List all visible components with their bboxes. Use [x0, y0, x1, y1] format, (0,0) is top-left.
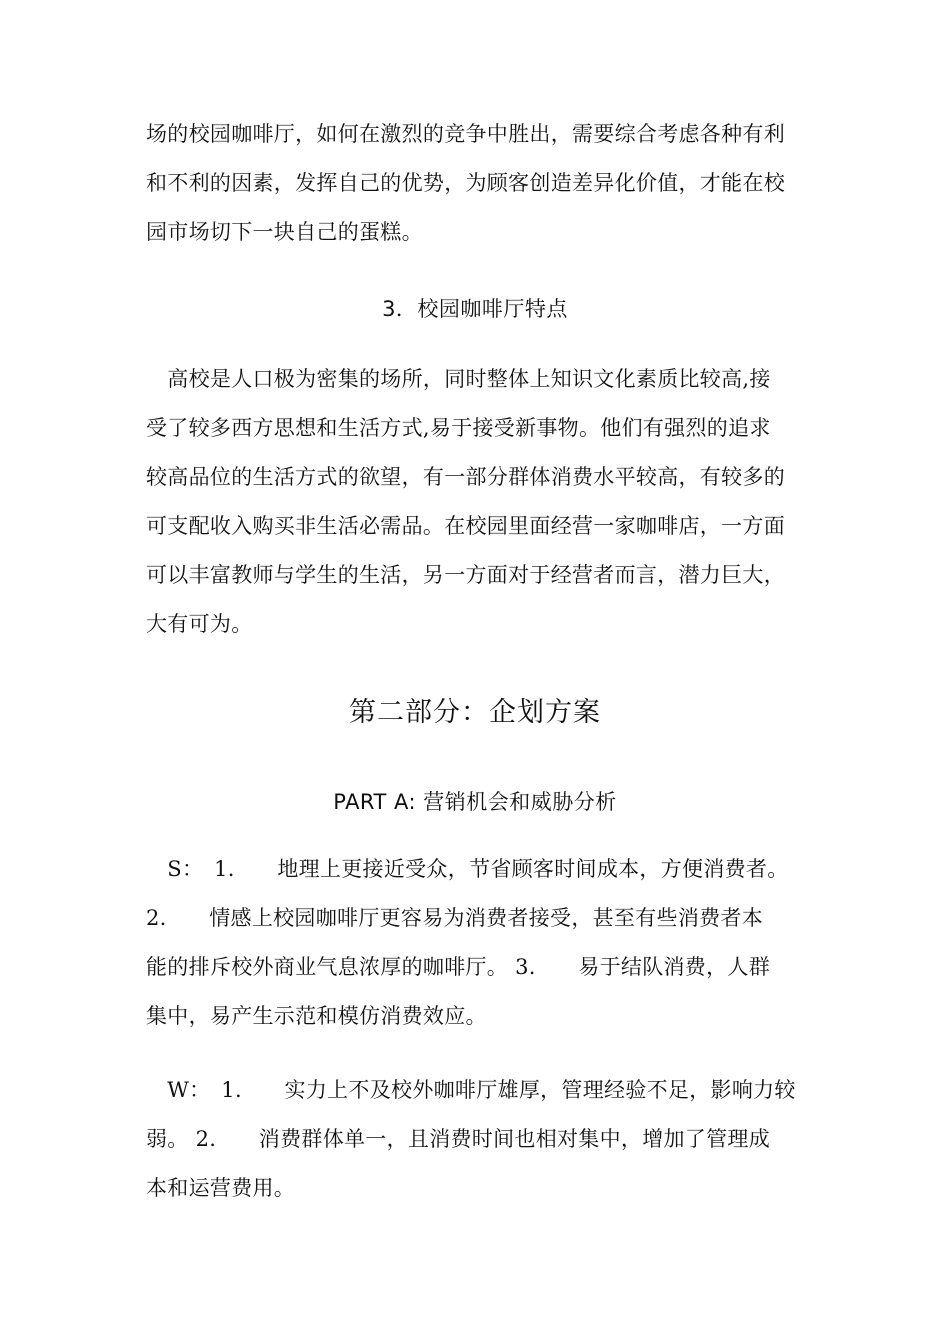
text-line: 场的校园咖啡厅，如何在激烈的竞争中胜出，需要综合考虑各种有利 — [146, 122, 785, 146]
strengths-paragraph — [146, 845, 811, 1041]
text-line: 能的排斥校外商业气息浓厚的咖啡厅。 3. 易于结队消费，人群 — [146, 955, 771, 979]
section-heading-campus-cafe-features: 3．校园咖啡厅特点 — [382, 297, 568, 321]
text-line: 高校是人口极为密集的场所，同时整体上知识文化素质比较高,接 — [146, 367, 771, 391]
text-line: 可以丰富教师与学生的生活，另一方面对于经营者而言，潜力巨大， — [146, 563, 785, 587]
text-line: 和不利的因素，发挥自己的优势，为顾客创造差异化价值，才能在校 — [146, 171, 785, 195]
intro-paragraph — [146, 110, 811, 257]
text-line: 本和运营费用。 — [146, 1176, 296, 1200]
features-paragraph — [146, 355, 811, 649]
text-line: W： 1. 实力上不及校外咖啡厅雄厚，管理经验不足，影响力较 — [146, 1078, 796, 1102]
text-line: S： 1. 地理上更接近受众，节省顾客时间成本，方便消费者。 — [146, 857, 789, 881]
weaknesses-paragraph — [146, 1066, 811, 1213]
text-line: 较高品位的生活方式的欲望，有一部分群体消费水平较高，有较多的 — [146, 465, 785, 489]
text-line: 园市场切下一块自己的蛋糕。 — [146, 220, 423, 244]
text-line: 大有可为。 — [146, 612, 253, 636]
text-line: 弱。 2. 消费群体单一，且消费时间也相对集中，增加了管理成 — [146, 1127, 771, 1151]
part-two-heading: 第二部分：企划方案 — [349, 697, 601, 728]
text-line: 可支配收入购买非生活必需品。在校园里面经营一家咖啡店，一方面 — [146, 514, 785, 538]
text-line: 2. 情感上校园咖啡厅更容易为消费者接受，甚至有些消费者本 — [146, 906, 764, 930]
text-line: 受了较多西方思想和生活方式,易于接受新事物。他们有强烈的追求 — [146, 416, 771, 440]
part-a-heading: PART A: 营销机会和威胁分析 — [333, 790, 617, 814]
text-line: 集中，易产生示范和模仿消费效应。 — [146, 1004, 487, 1028]
